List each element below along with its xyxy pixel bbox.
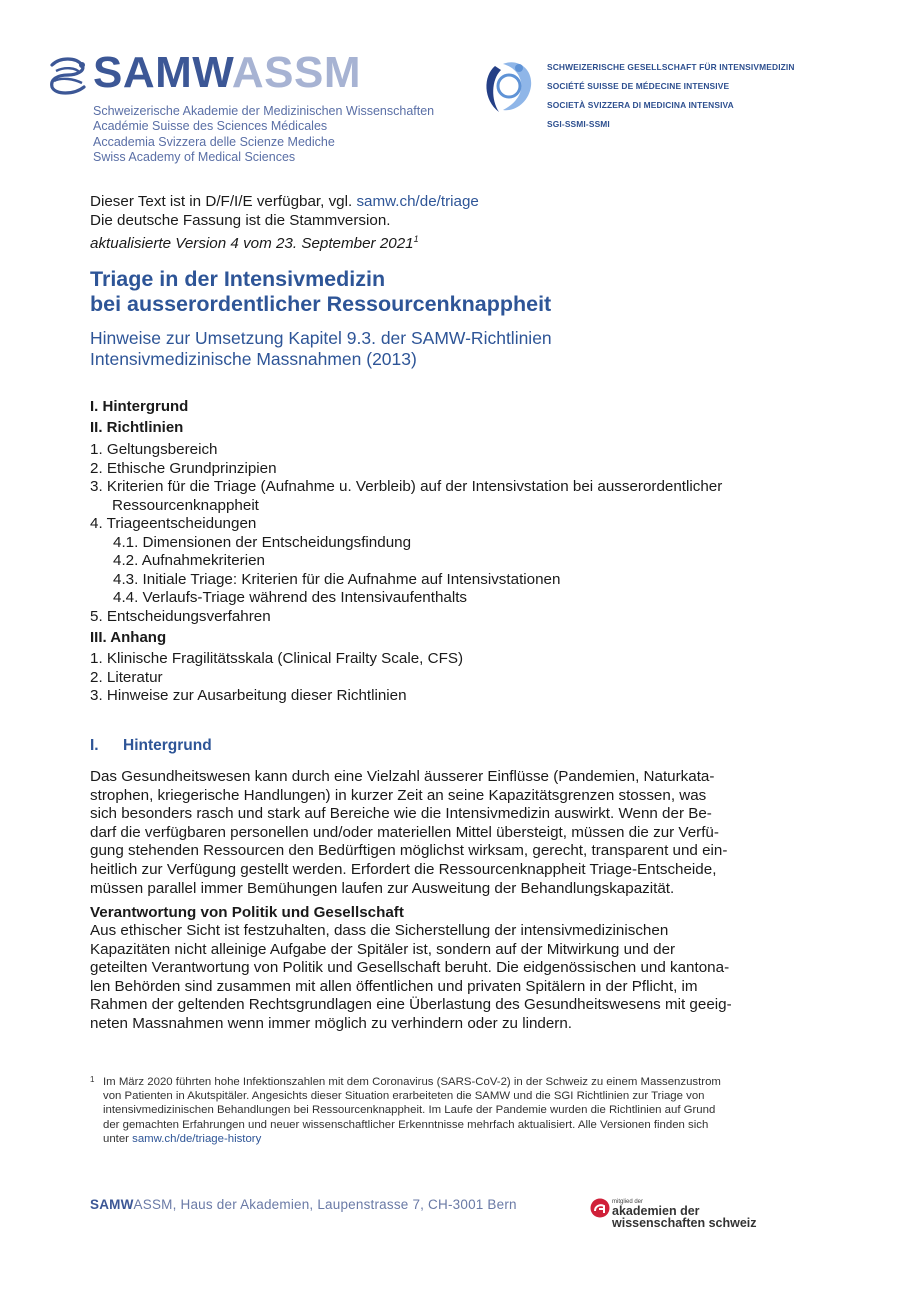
footer-address: SAMWASSM, Haus der Akademien, Laupenstrasse 7, CH-3001 Bern	[90, 1197, 517, 1212]
samw-snake-logo-icon	[46, 55, 90, 97]
intro-block	[90, 193, 479, 254]
sgi-logo-icon	[481, 56, 535, 118]
section-heading: I. Hintergrund	[90, 737, 212, 754]
akademien-logo-icon	[590, 1198, 610, 1218]
intro-availability: Dieser Text ist in D/F/I/E verfügbar, vgl. samw.ch/de/triage	[90, 193, 479, 210]
paragraph-line: Aus ethischer Sicht ist festzuhalten, dass die Sicherstellung der intensivmedizinischen	[90, 922, 669, 939]
paragraph-line: Rahmen der geltenden Rechtsgrundlagen eine Überlastung des Gesundheitswesens mit geeig-	[90, 996, 732, 1014]
paragraph-line: Kapazitäten nicht alleinige Aufgabe der Spitäler ist, sondern auf der Mitwirkung und der	[90, 940, 676, 958]
samw-name-fr: Académie Suisse des Sciences Médicales	[93, 119, 328, 134]
triage-link[interactable]: samw.ch/de/triage	[356, 193, 479, 210]
toc-heading: III. Anhang	[90, 629, 167, 646]
footnote-line: intensivmedizinischen Behandlungen bei Ressourcenknappheit. Im Laufe der Pandemie wurden die Richtlinien auf Grund	[103, 1104, 716, 1117]
toc-heading: II. Richtlinien	[90, 419, 184, 436]
toc-heading: I. Hintergrund	[90, 398, 189, 415]
subtitle-line-1: Hinweise zur Umsetzung Kapitel 9.3. der SAMW-Richtlinien	[90, 328, 552, 348]
intro-version-date: aktualisierte Version 4 vom 23. September 2021$^1$	[90, 234, 419, 253]
toc-item: 4.2. Aufnahmekriterien	[113, 552, 265, 569]
paragraph-line: neten Massnahmen wenn immer möglich zu verhindern oder zu lindern.	[90, 1014, 573, 1032]
title-line-1: Triage in der Intensivmedizin	[90, 267, 386, 291]
footnote-line: unter samw.ch/de/triage-history	[103, 1132, 262, 1145]
toc-item: 4.4. Verlaufs-Triage während des Intensivaufenthalts	[113, 589, 468, 606]
paragraph-line: strophen, kriegerische Handlungen) in kurzer Zeit an seine Kapazitätsgrenzen stossen, was	[90, 786, 707, 804]
title-line-2: bei ausserordentlicher Ressourcenknappheit	[90, 292, 552, 316]
toc-item: 2. Literatur	[90, 668, 163, 686]
samw-names	[93, 104, 434, 166]
sgi-names	[547, 58, 795, 134]
sgi-name-de: SCHWEIZERISCHE GESELLSCHAFT FÜR INTENSIVMEDIZIN	[547, 62, 795, 72]
paragraph-line: sich besonders rasch und stark auf Bereiche wie die Intensivmedizin auswirkt. Wenn der Be-	[90, 805, 712, 823]
toc-item: 3. Hinweise zur Ausarbeitung dieser Richtlinien	[90, 687, 407, 704]
paragraph-line: len Behörden sind zusammen mit allen öffentlichen und privaten Spitälern in der Pflicht, im	[90, 977, 698, 995]
page-title	[90, 267, 551, 317]
paragraph-background	[90, 768, 766, 898]
akademien-name: akademien der wissenschaften schweiz	[612, 1204, 757, 1230]
paragraph-line: darf die verfügbaren personellen und/oder materiellen Mittel übersteigt, müssen die zur Verfü-	[90, 823, 719, 841]
toc-item: 3. Kriterien für die Triage (Aufnahme u. Verbleib) auf der Intensivstation bei ausserordentlicher	[90, 478, 723, 495]
toc-item: 4.1. Dimensionen der Entscheidungsfindung	[113, 533, 412, 551]
sgi-name-fr: SOCIÉTÉ SUISSE DE MÉDECINE INTENSIVE	[547, 81, 730, 91]
samw-name-de: Schweizerische Akademie der Medizinischen Wissenschaften	[93, 104, 435, 118]
toc-item: 5. Entscheidungsverfahren	[90, 607, 271, 625]
footnote-line: der gemachten Erfahrungen und neuer wissenschaftlicher Erkenntnisse mehrfach aktualisiert. Alle Versionen finden sich	[103, 1118, 709, 1131]
footnote	[90, 1075, 721, 1146]
footnote-line: Im März 2020 führten hohe Infektionszahlen mit dem Coronavirus (SARS-CoV-2) in der Schweiz zu einem Massenzustrom	[103, 1076, 721, 1088]
toc-item: Ressourcenknappheit	[112, 496, 259, 514]
toc-item: 4. Triageentscheidungen	[90, 515, 257, 532]
toc-item: 1. Geltungsbereich	[90, 441, 218, 458]
triage-history-link[interactable]: samw.ch/de/triage-history	[132, 1132, 262, 1145]
footnote-body	[103, 1075, 721, 1146]
footnote-line: von Patienten in Akutspitäler. Angesichts dieser Situation erarbeiteten die SAMW und die SGI Richtlinien zur Triage von	[103, 1090, 705, 1103]
toc-item: 1. Klinische Fragilitätsskala (Clinical Frailty Scale, CFS)	[90, 650, 464, 667]
page-subtitle	[90, 328, 552, 370]
subheading-responsibility: Verantwortung von Politik und Gesellschaft	[90, 904, 404, 921]
paragraph-line: geteilten Verantwortung von Politik und Gesellschaft beruht. Die eidgenössischen und kantona-	[90, 959, 730, 977]
sgi-name-abbr: SGI-SSMI-SSMI	[547, 119, 610, 129]
footnote-ref: 1	[413, 234, 419, 245]
paragraph-line: gung stehenden Ressourcen den Bedürftigen möglichst wirksam, gerecht, transparent und ein-	[90, 842, 728, 860]
intro-master-version: Die deutsche Fassung ist die Stammversion.	[90, 211, 391, 229]
sgi-name-it: SOCIETÀ SVIZZERA DI MEDICINA INTENSIVA	[547, 100, 734, 110]
samw-name-en: Swiss Academy of Medical Sciences	[93, 150, 296, 165]
paragraph-line: müssen parallel immer Bemühungen laufen zur Ausweitung der Behandlungskapazität.	[90, 879, 675, 897]
footnote-mark: 1	[90, 1075, 95, 1084]
paragraph-line: Das Gesundheitswesen kann durch eine Vielzahl äusserer Einflüsse (Pandemien, Naturkata-	[90, 768, 715, 785]
subtitle-line-2: Intensivmedizinische Massnahmen (2013)	[90, 349, 417, 369]
samw-wordmark: SAMWASSM	[93, 48, 362, 97]
toc-item: 4.3. Initiale Triage: Kriterien für die Aufnahme auf Intensivstationen	[113, 570, 561, 588]
paragraph-responsibility	[90, 922, 766, 1034]
akademien-member-label: mitglied der	[612, 1199, 644, 1205]
paragraph-line: heitlich zur Verfügung gestellt werden. Erfordert die Ressourcenknappheit Triage-Entscheide,	[90, 860, 717, 878]
samw-name-it: Accademia Svizzera delle Scienze Mediche	[93, 134, 335, 149]
toc-item: 2. Ethische Grundprinzipien	[90, 459, 277, 477]
